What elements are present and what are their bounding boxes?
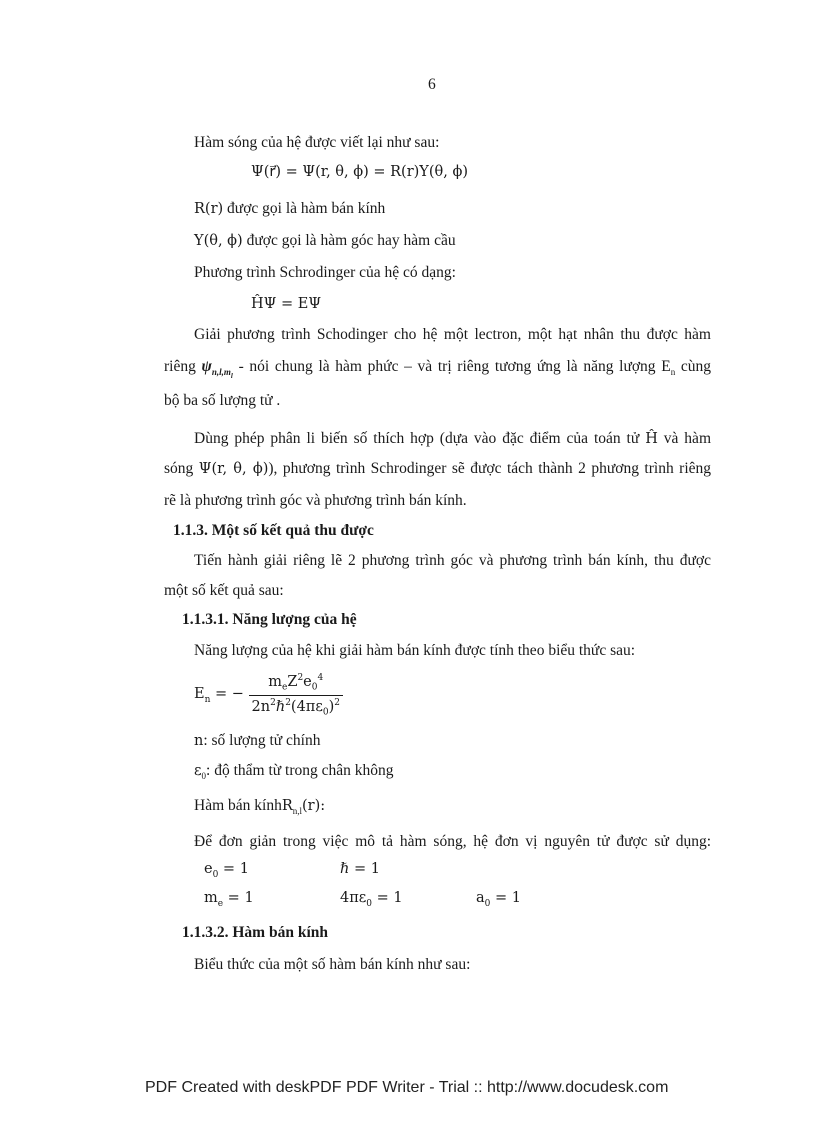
unit-a0: $a_0 = 1$ xyxy=(476,890,521,909)
angular-description: được gọi là hàm góc hay hàm cầu xyxy=(246,232,456,249)
paragraph-3-line-2: một số kết quả sau: xyxy=(164,582,284,599)
unit-me: $m_e = 1$ xyxy=(204,890,254,909)
section-heading-1-1-3-2: 1.1.3.2. Hàm bán kính xyxy=(182,924,329,941)
unit-four-pi-eps: $4\pi\varepsilon_0 = 1$ xyxy=(340,890,403,909)
schrodinger-intro: Phương trình Schrodinger của hệ có dạng: xyxy=(194,264,456,281)
radial-function-line xyxy=(194,200,385,218)
angular-function-line xyxy=(194,232,456,250)
unit-e0: $e_0 = 1$ xyxy=(204,861,249,880)
radial-description: được gọi là hàm bán kính xyxy=(227,200,386,217)
radial-symbol: R(r) xyxy=(194,201,224,217)
paragraph-3-line-1: Tiến hành giải riêng lẽ 2 phương trình góc và phương trình bán kính, thu được xyxy=(194,552,711,569)
hamiltonian-symbol: Ĥ xyxy=(645,431,658,447)
wave-function-equation: Ψ(r⃗) = Ψ(r, θ, ϕ) = R(r)Y(θ, ϕ) xyxy=(251,164,469,180)
paragraph-1-line-3: bộ ba số lượng tử . xyxy=(164,392,281,409)
paragraph-1-line-1: Giải phương trình Schodinger cho hệ một lectron, một hạt nhân thu được hàm xyxy=(194,326,711,343)
schrodinger-equation: ĤΨ = EΨ xyxy=(251,296,322,312)
units-intro: Để đơn giản trong việc mô tả hàm sóng, hệ đơn vị nguyên tử được sử dụng: xyxy=(194,833,711,850)
epsilon-definition: $\varepsilon_0$: độ thẩm từ trong chân không xyxy=(194,762,394,782)
page-number: 6 xyxy=(428,76,436,93)
pdf-footer: PDF Created with deskPDF PDF Writer - Trial :: http://www.docudesk.com xyxy=(145,1079,669,1096)
unit-hbar: ℏ = 1 xyxy=(340,861,380,877)
energy-equation: $E_n$ = − $\frac{m_eZ^2e_0^4}{2n^2\hbar^2(4\pi\varepsilon_0)^2}$ xyxy=(194,673,343,717)
paragraph-2-line-3: rẽ là phương trình góc và phương trình bán kính. xyxy=(164,492,467,509)
section-heading-1-1-3: 1.1.3. Một số kết quả thu được xyxy=(173,522,374,539)
section-heading-1-1-3-1: 1.1.3.1. Năng lượng của hệ xyxy=(182,611,357,628)
n-definition: n: số lượng tử chính xyxy=(194,732,321,749)
wave-function-symbol: Ψ(r, θ, ϕ) xyxy=(198,461,269,477)
paragraph-1-line-2: riêng $\psi_{n,l,m_l}$ - nói chung là hàm phức – và trị riêng tương ứng là năng lượng $E_n$ cùng xyxy=(164,358,712,380)
radial-function-label: Hàm bán kínhR$_{n,l}$(r): xyxy=(194,797,326,817)
psi-symbol: $\psi_{n,l,m_l}$ xyxy=(201,358,233,380)
radial-expression-intro: Biểu thức của một số hàm bán kính như sau: xyxy=(194,956,471,973)
angular-symbol: Y(θ, ϕ) xyxy=(194,233,243,249)
paragraph-2-line-2: sóng Ψ(r, θ, ϕ)), phương trình Schrodinger sẽ được tách thành 2 phương trình riêng xyxy=(164,460,712,477)
intro-line: Hàm sóng của hệ được viết lại như sau: xyxy=(194,134,440,151)
energy-fraction: $\frac{m_eZ^2e_0^4}{2n^2\hbar^2(4\pi\varepsilon_0)^2}$ xyxy=(249,673,343,717)
energy-intro: Năng lượng của hệ khi giải hàm bán kính được tính theo biểu thức sau: xyxy=(194,642,636,659)
paragraph-2-line-1: Dùng phép phân li biến số thích hợp (dựa vào đặc điểm của toán tử Ĥ và hàm xyxy=(194,430,711,447)
